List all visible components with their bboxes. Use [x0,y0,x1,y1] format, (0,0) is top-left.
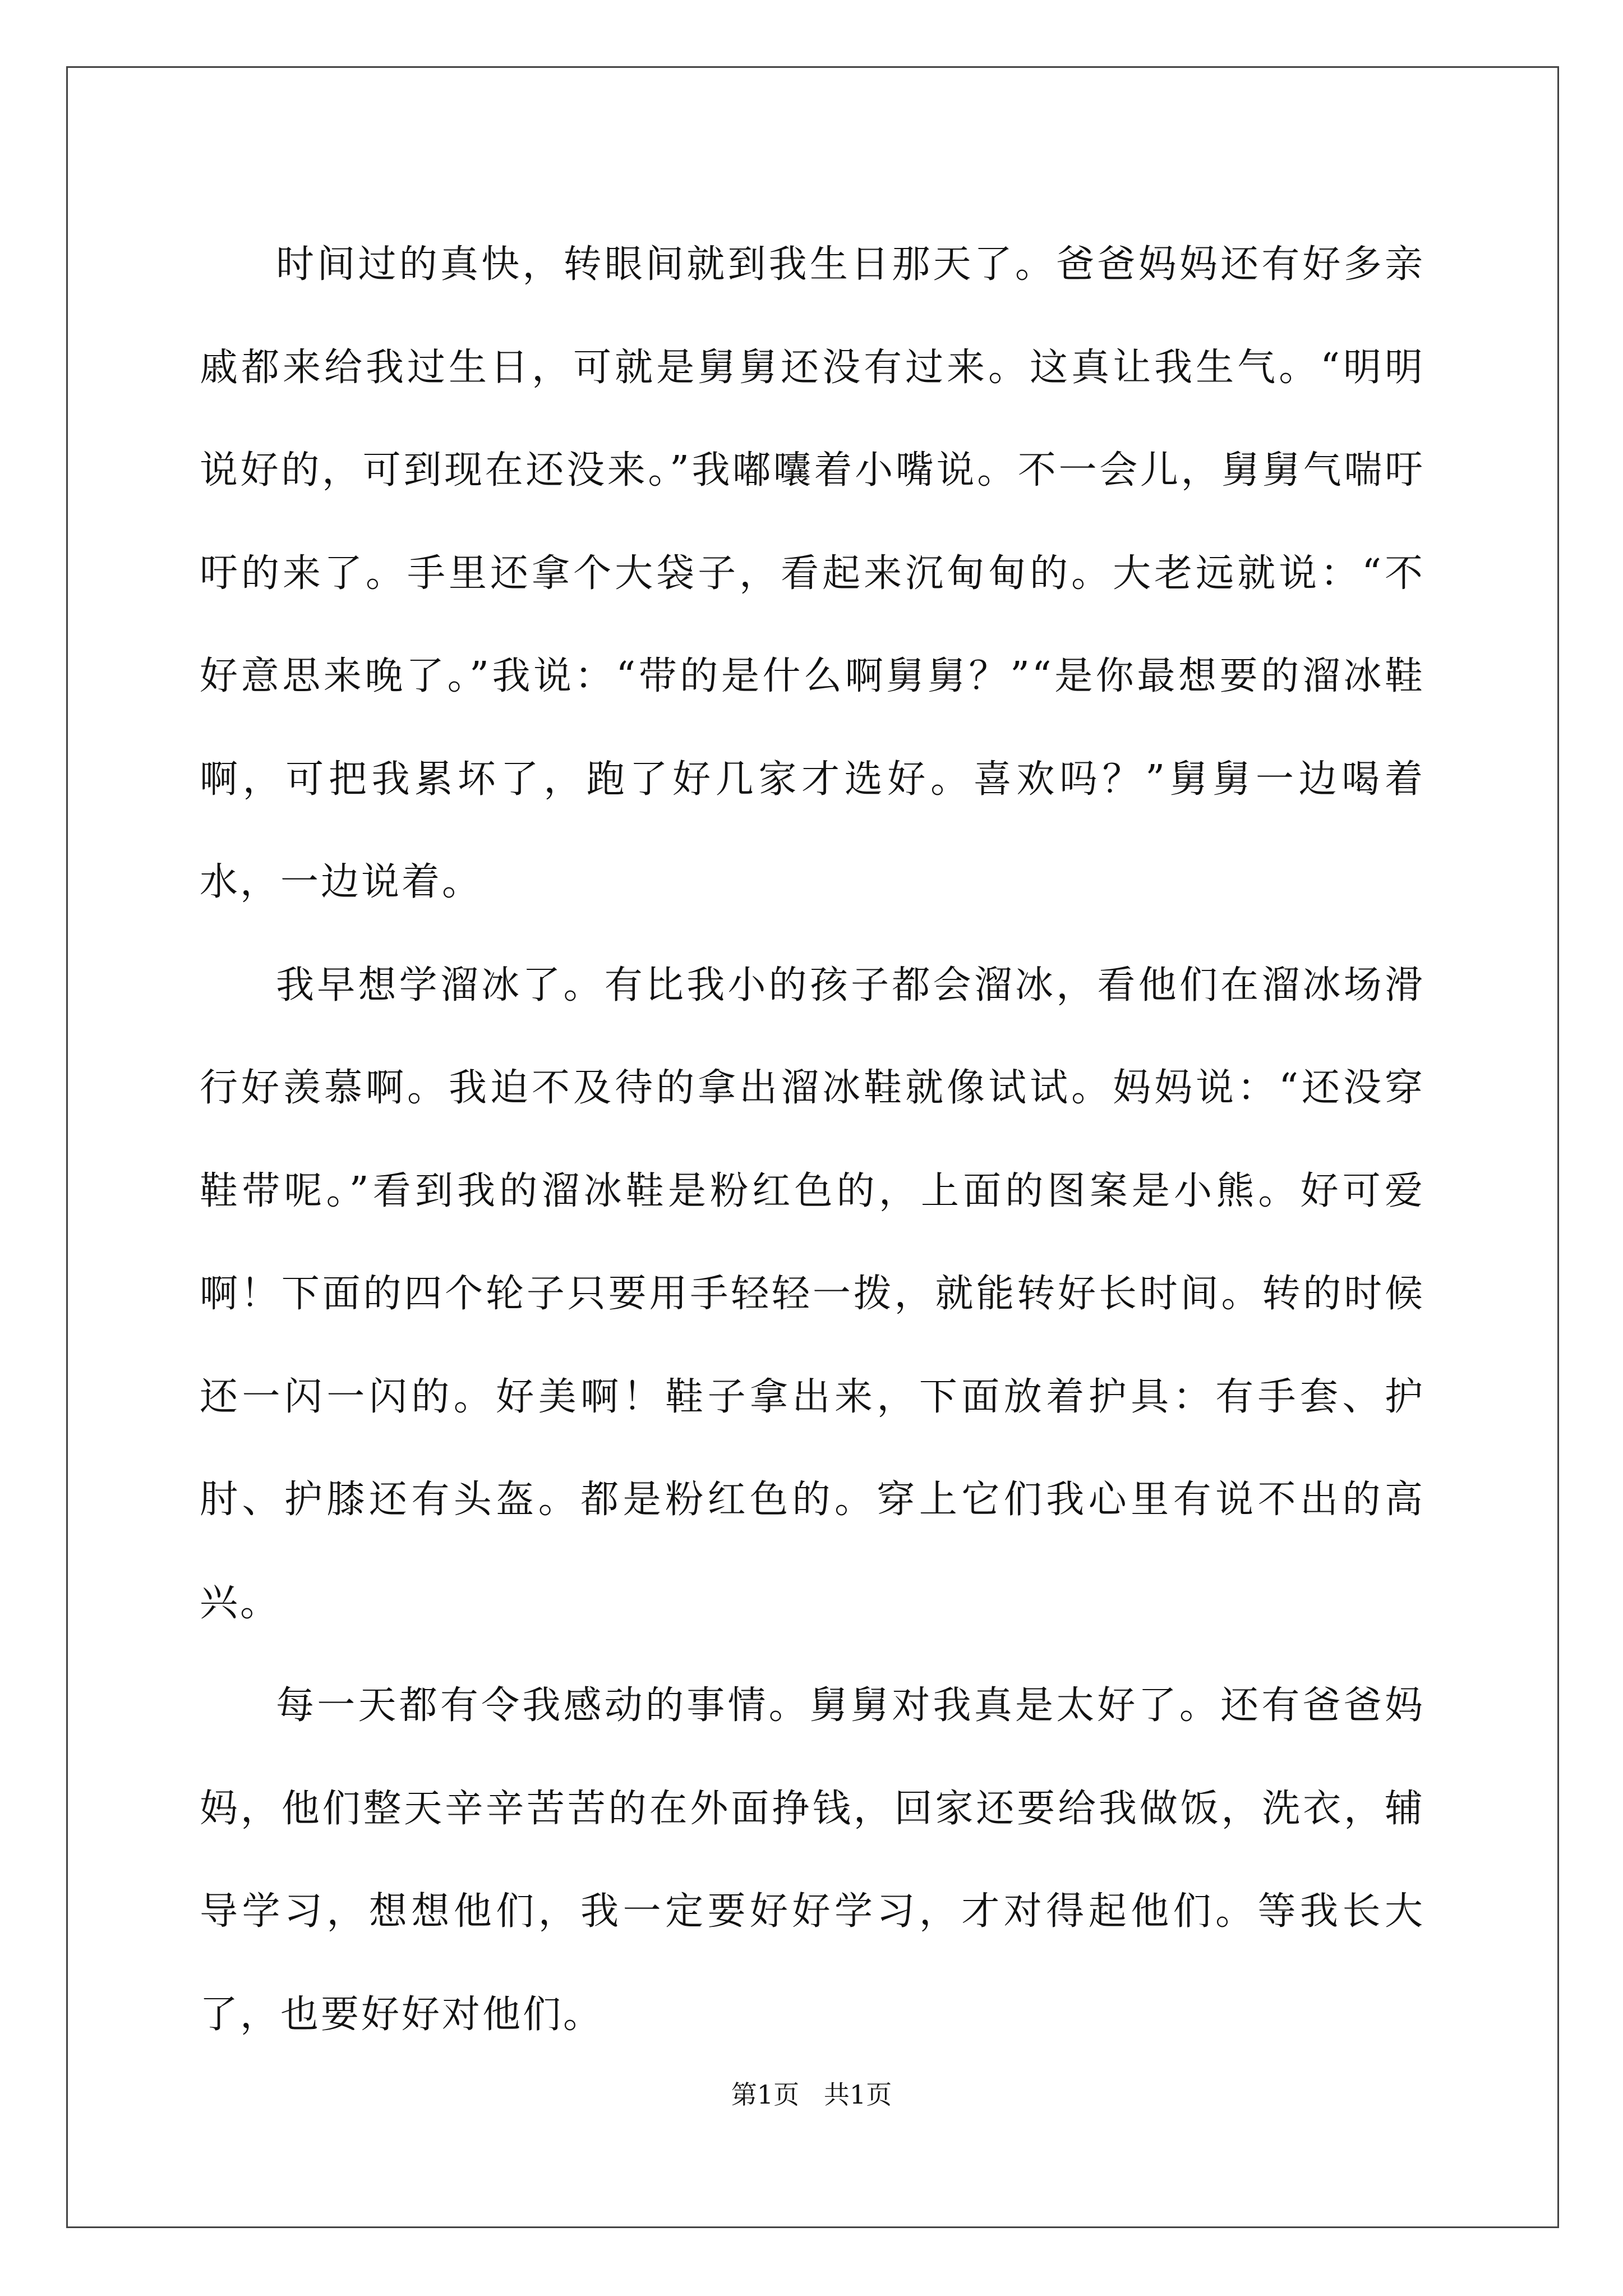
page-footer: 第1页 共1页 [731,2079,892,2110]
paragraph-1: 时间过的真快，转眼间就到我生日那天了。爸爸妈妈还有好多亲戚都来给我过生日，可就是舅舅还没有过来。这真让我生气。“明明说好的，可到现在还没来。”我嘟囔着小嘴说。不一会儿，舅舅气喘吁吁的来了。手里还拿个大袋子，看起来沉甸甸的。大老远就说：“不好意思来晚了。”我说：“带的是什么啊舅舅？”“是你最想要的溜冰鞋啊，可把我累坏了，跑了好几家才选好。喜欢吗？”舅舅一边喝着水，一边说着。 [200,242,1425,904]
paragraph-2: 我早想学溜冰了。有比我小的孩子都会溜冰，看他们在溜冰场滑行好羡慕啊。我迫不及待的拿出溜冰鞋就像试试。妈妈说：“还没穿鞋带呢。”看到我的溜冰鞋是粉红色的，上面的图案是小熊。好可爱啊！下面的四个轮子只要用手轻轻一拨，就能转好长时间。转的时候还一闪一闪的。好美啊！鞋子拿出来，下面放着护具：有手套、护肘、护膝还有头盔。都是粉红色的。穿上它们我心里有说不出的高兴。 [200,963,1425,1625]
paragraph-3: 每一天都有令我感动的事情。舅舅对我真是太好了。还有爸爸妈妈，他们整天辛辛苦苦的在外面挣钱，回家还要给我做饭，洗衣，辅导学习，想想他们，我一定要好好学习，才对得起他们。等我长大了，也要好好对他们。 [200,1683,1425,2037]
document-body [200,213,1425,2066]
